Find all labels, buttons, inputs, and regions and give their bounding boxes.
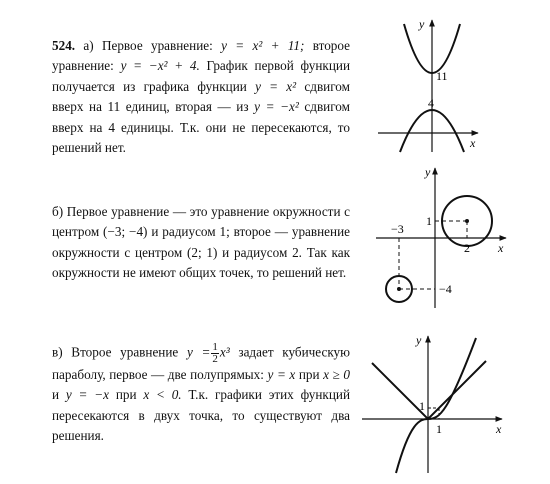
half-line-eq-2: y = −x [65, 387, 109, 403]
label-neg4: −4 [439, 282, 452, 296]
label-4: 4 [428, 96, 434, 110]
part-a-text-4: сдвигом вверх на 11 единиц, вторая — из [52, 78, 350, 115]
fraction-numerator: 1 [212, 341, 218, 353]
x-axis-label: x [498, 241, 504, 255]
x-axis-label: x [496, 422, 502, 436]
fraction-one-half [211, 342, 219, 365]
problem-number: 524. [52, 38, 76, 53]
part-c-text-2: при [298, 367, 320, 382]
fraction-denominator: 2 [212, 353, 218, 365]
cubic-eq-lhs: y = [186, 344, 211, 360]
cubic-parabola [396, 338, 476, 473]
part-a-text-2: второе уравнение: [52, 38, 351, 74]
half-line-eq-1: y = x [267, 367, 296, 382]
part-c-text-1: задает кубическую параболу, первое — две полупрямых: [52, 344, 351, 382]
part-b-text [52, 202, 350, 284]
y-axis-label: y [416, 333, 422, 347]
part-a-text [52, 36, 350, 158]
condition-2: x < 0. [143, 387, 182, 403]
equation-3: y = x² [255, 78, 297, 94]
y-axis-label: y [419, 17, 425, 31]
part-c-text-5: Т.к. графики этих функций пересекаются в двух точка, то существуют два решения. [52, 387, 351, 444]
label-1-x: 1 [436, 422, 442, 436]
label-11: 11 [436, 69, 448, 83]
equation-2: y = −x² + 4. [120, 58, 200, 74]
part-c-text-4: при [115, 387, 137, 403]
part-c-graph [358, 330, 508, 475]
part-a-marker: а) [83, 38, 94, 53]
part-a-text-5: сдвигом вверх на 4 единицы. Т.к. они не пересекаются, то решений нет. [52, 99, 350, 156]
equation-4: y = −x² [254, 99, 299, 115]
label-neg3: −3 [391, 222, 404, 236]
equation-1: y = x² + 11; [221, 38, 305, 53]
y-axis-label: y [425, 165, 431, 179]
cubic-eq-tail: x³ [219, 344, 230, 360]
part-c-text-3: и [52, 387, 60, 403]
part-a-text-3: График первой функции получается из графика функции [52, 58, 351, 94]
part-b-paragraph: б) Первое уравнение — это уравнение окружности с центром (−3; −4) и радиусом 1; второе — уравнение окружности с центром (2; 1) и радиусом 2. Так как окружности не имеют общих точек, то решений нет. [52, 204, 350, 281]
label-2: 2 [464, 241, 470, 255]
x-axis-label: x [470, 136, 476, 150]
part-b-graph [370, 160, 510, 310]
label-1-y: 1 [419, 399, 425, 413]
part-c-lead: в) Второе уравнение [52, 344, 179, 360]
abs-value-graph [372, 361, 486, 419]
part-a-text-1: Первое уравнение: [101, 38, 213, 53]
label-1: 1 [426, 214, 432, 228]
part-a-graph [370, 14, 480, 154]
part-c-text [52, 342, 350, 447]
condition-1: x ≥ 0 [323, 367, 350, 382]
